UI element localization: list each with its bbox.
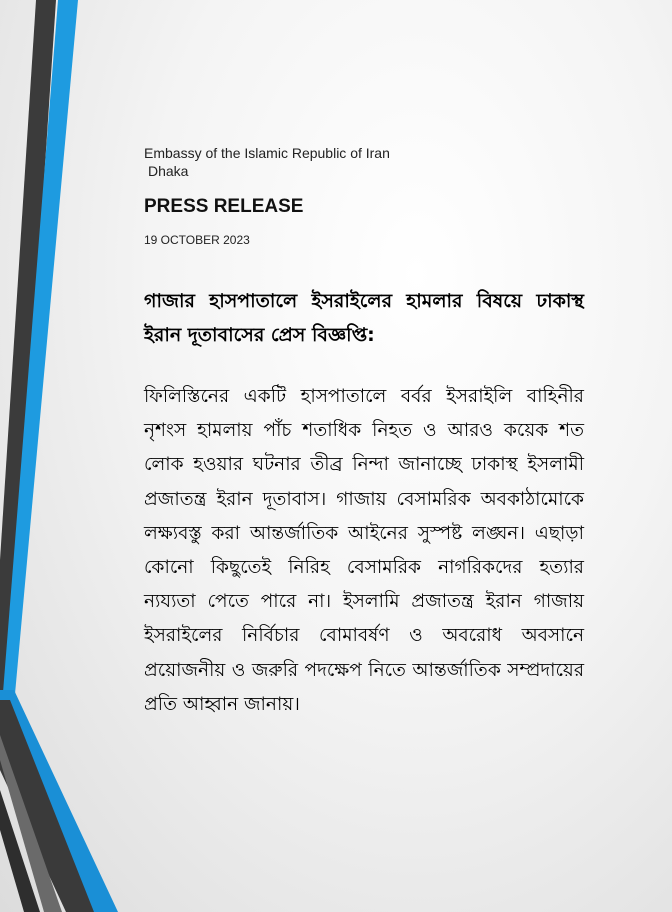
release-headline: গাজার হাসপাতালে ইসরাইলের হামলার বিষয়ে ঢাকাস্থ ইরান দূতাবাসের প্রেস বিজ্ঞপ্তি:	[144, 290, 584, 346]
stripe-mid-bottom	[0, 735, 62, 912]
embassy-city: Dhaka	[148, 163, 189, 179]
stripe-blue-bottom	[0, 690, 118, 912]
stripe-blue-top	[2, 0, 78, 705]
stripe-dark-bottom-1	[0, 700, 94, 912]
embassy-name: Embassy of the Islamic Republic of Iran	[144, 145, 390, 161]
release-date: 19 OCTOBER 2023	[144, 233, 250, 247]
release-body: ফিলিস্তিনের একটি হাসপাতালে বর্বর ইসরাইলি বাহিনীর নৃশংস হামলায় পাঁচ শতাধিক নিহত ও আরও কয়েক শত লোক হওয়ার ঘটনার তীব্র নিন্দা জানাচ্ছে ঢাকাস্থ ইসলামী প্রজাতন্ত্র ইরান দূতাবাস। গাজায় বেসামরিক অবকাঠামোকে লক্ষ্যবস্তু করা আন্তর্জাতিক আইনের সুস্পষ্ট লঙ্ঘন। এছাড়া কোনো কিছুতেই নিরিহ বেসামরিক নাগরিকদের হত্যার ন্যয্যতা পেতে পারে না। ইসলামি প্রজাতন্ত্র ইরান গাজায় ইসরাইলের নির্বিচার বোমাবর্ষণ ও অবরোধ অবসানে প্রয়োজনীয় ও জরুরি পদক্ষেপ নিতে আন্তর্জাতিক সম্প্রদায়ের প্রতি আহ্বান জানায়।	[144, 386, 584, 715]
stripe-dark-bottom-2	[0, 790, 40, 912]
document-title: PRESS RELEASE	[144, 196, 304, 217]
stripe-dark-top	[0, 0, 56, 720]
